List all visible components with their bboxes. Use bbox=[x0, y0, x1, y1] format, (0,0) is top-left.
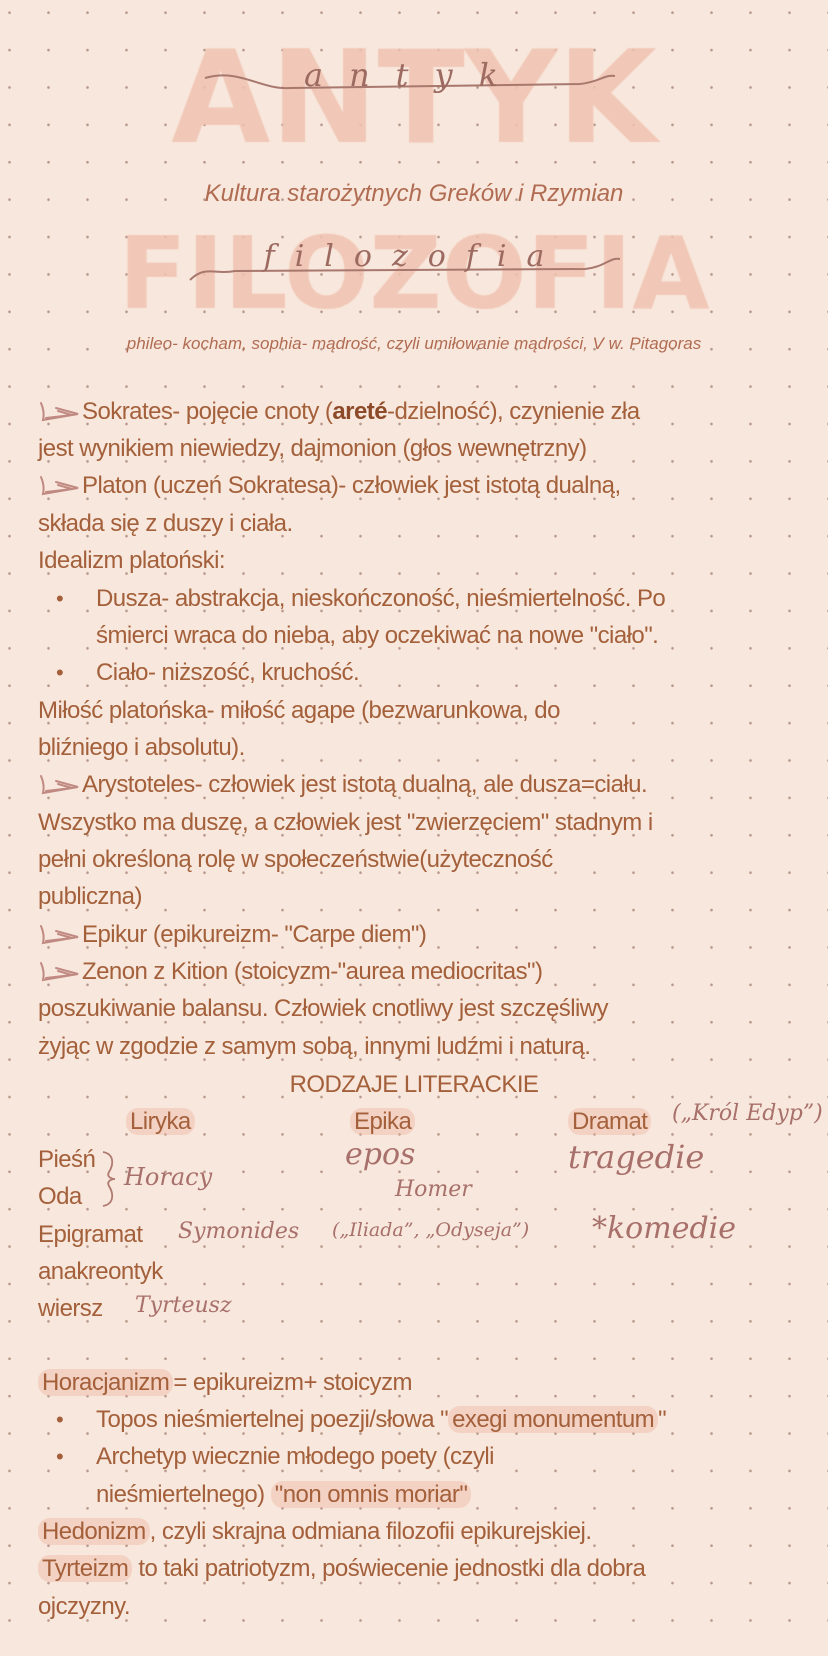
text-line: Wszystko ma duszę, a człowiek jest "zwierzęciem" stadnym i bbox=[38, 809, 653, 836]
text-line: pełni określoną rolę w społeczeństwie(użyteczność bbox=[38, 846, 553, 873]
text: , czyli skrajna odmiana filozofii epikurejskiej. bbox=[149, 1518, 592, 1545]
column-liryka: Liryka bbox=[126, 1108, 195, 1135]
list-item: nieśmiertelnego) "non omnis moriar" bbox=[96, 1480, 471, 1510]
list-item: Ciało- niższość, kruchość. bbox=[96, 659, 360, 686]
text-line: składa się z duszy i ciała. bbox=[38, 510, 293, 537]
bullet: • bbox=[56, 1444, 64, 1469]
genre-oda: Oda bbox=[38, 1183, 82, 1210]
hand-symonides: Symonides bbox=[178, 1219, 300, 1244]
text: to taki patriotyzm, poświecenie jednostki dla dobra bbox=[132, 1555, 646, 1582]
text-line: publiczna) bbox=[38, 883, 142, 910]
hand-horacy: Horacy bbox=[124, 1163, 213, 1191]
text-line: poszukiwanie balansu. Człowiek cnotliwy jest szczęśliwy bbox=[38, 995, 608, 1022]
list-item: Archetyp wiecznie młodego poety (czyli bbox=[96, 1443, 494, 1470]
text: = epikureizm+ stoicyzm bbox=[173, 1369, 412, 1396]
genre-wiersz: wiersz bbox=[38, 1295, 103, 1322]
sokrates-line: Sokrates- pojęcie cnoty (areté-dzielność), czynienie zła bbox=[38, 397, 640, 427]
hand-tragedie: tragedie bbox=[568, 1138, 705, 1176]
etymology-note: phileo- kocham, sophia- mądrość, czyli umiłowanie mądrości, V w. Pitagoras bbox=[126, 334, 702, 353]
list-item: Topos nieśmiertelnej poezji/słowa " exegi monumentum " bbox=[96, 1406, 667, 1433]
list-item: śmierci wraca do nieba, aby oczekiwać na nowe "ciało". bbox=[96, 622, 659, 649]
filozofia-script: filozofia bbox=[263, 239, 565, 274]
arrow-icon bbox=[38, 474, 82, 496]
list-item: Dusza- abstrakcja, nieskończoność, nieśmiertelność. Po bbox=[96, 585, 666, 612]
brace-icon bbox=[100, 1150, 118, 1208]
antyk-script: antyk bbox=[303, 56, 524, 94]
text-line: Idealizm platoński: bbox=[38, 547, 225, 574]
text-line: żyjąc w zgodzie z samym sobą, innymi ludźmi i naturą. bbox=[38, 1033, 591, 1060]
genres-heading: RODZAJE LITERACKIE bbox=[289, 1071, 539, 1098]
hand-epos: epos bbox=[345, 1137, 416, 1172]
text-line: Miłość platońska- miłość agape (bezwarunkowa, do bbox=[38, 697, 560, 724]
genre-piesn: Pieśń bbox=[38, 1146, 96, 1173]
zenon-line: Zenon z Kition (stoicyzm-"aurea mediocritas") bbox=[38, 957, 542, 987]
hand-tyrteusz: Tyrteusz bbox=[135, 1293, 232, 1318]
genre-anakreontyk: anakreontyk bbox=[38, 1258, 163, 1285]
bullet: • bbox=[56, 660, 64, 685]
epikur-line: Epikur (epikureizm- "Carpe diem") bbox=[38, 920, 426, 950]
text-line: jest wynikiem niewiedzy, dajmonion (głos wewnętrzny) bbox=[38, 435, 587, 462]
column-dramat: Dramat bbox=[568, 1108, 651, 1135]
term-hedonizm: Hedonizm bbox=[38, 1518, 150, 1545]
hand-komedie: *komedie bbox=[592, 1211, 736, 1246]
column-epika: Epika bbox=[350, 1108, 415, 1135]
hand-iliada-odyseja: („Iliada”, „Odyseja”) bbox=[332, 1219, 530, 1241]
term-horacjanizm: Horacjanizm bbox=[38, 1369, 173, 1396]
subtitle: Kultura starożytnych Greków i Rzymian bbox=[204, 180, 624, 207]
hand-krol-edyp: („Król Edyp”) bbox=[672, 1101, 823, 1126]
bullet: • bbox=[56, 586, 64, 611]
platon-line: Platon (uczeń Sokratesa)- człowiek jest istotą dualną, bbox=[38, 471, 621, 501]
bullet: • bbox=[56, 1407, 64, 1432]
text-line: bliźniego i absolutu). bbox=[38, 734, 245, 761]
genre-epigramat: Epigramat bbox=[38, 1221, 143, 1248]
hand-homer: Homer bbox=[395, 1177, 472, 1202]
arrow-icon bbox=[38, 400, 82, 422]
term-tyrteizm: Tyrteizm bbox=[38, 1555, 132, 1582]
text-line: ojczyzny. bbox=[38, 1593, 130, 1620]
arrow-icon bbox=[38, 960, 82, 982]
arrow-icon bbox=[38, 923, 82, 945]
arrow-icon bbox=[38, 773, 82, 795]
arystoteles-line: Arystoteles- człowiek jest istotą dualną, ale dusza=ciału. bbox=[38, 770, 647, 800]
